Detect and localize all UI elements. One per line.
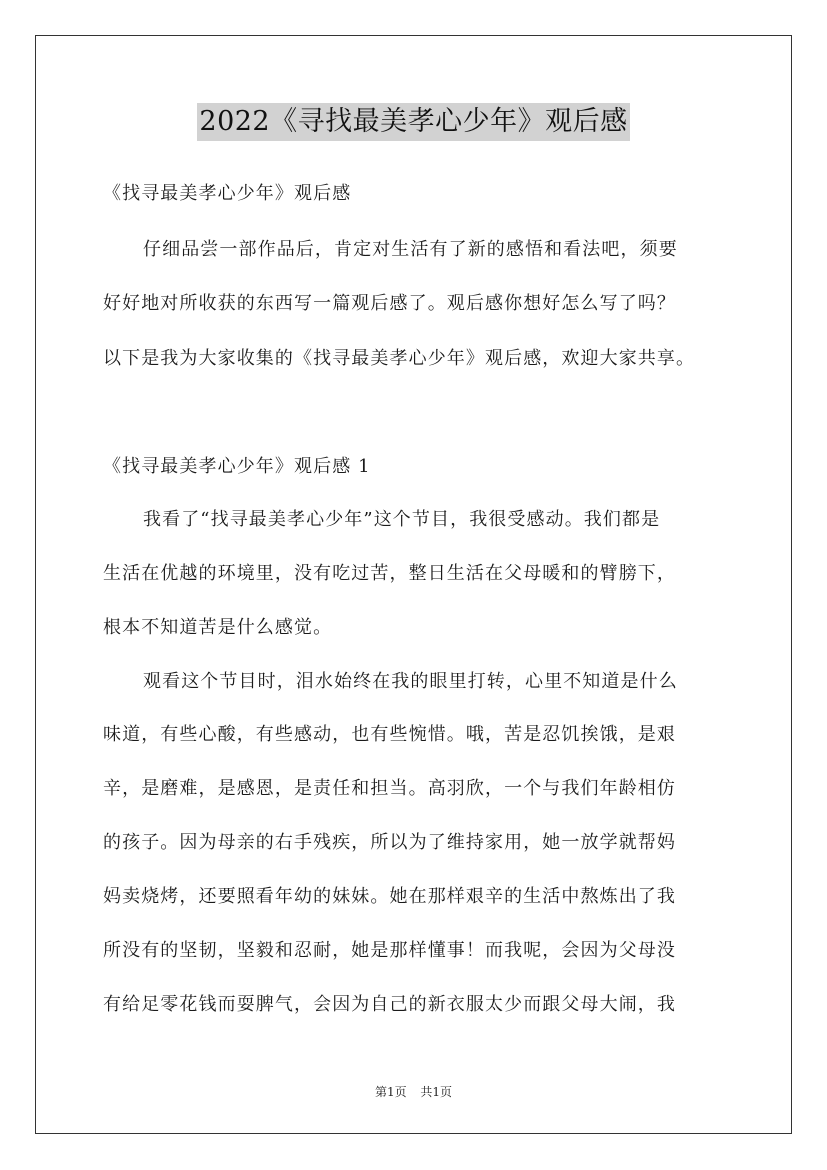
section-heading: 《找寻最美孝心少年》观后感 1 bbox=[103, 456, 371, 477]
document-subtitle: 《找寻最美孝心少年》观后感 bbox=[103, 183, 352, 204]
paragraph2-line-3: 辛，是磨难，是感恩，是责任和担当。高羽欣，一个与我们年龄相仿 bbox=[103, 778, 676, 799]
page-footer bbox=[0, 1084, 827, 1100]
paragraph1-line-3: 根本不知道苦是什么感觉。 bbox=[103, 617, 333, 638]
intro-line-2: 好好地对所收获的东西写一篇观后感了。观后感你想好怎么写了吗？ bbox=[103, 293, 676, 314]
paragraph2-line-2: 味道，有些心酸，有些感动，也有些惋惜。哦，苦是忍饥挨饿，是艰 bbox=[103, 724, 676, 745]
page-number: 第1页 bbox=[374, 1085, 407, 1099]
title-container bbox=[0, 103, 827, 141]
page-total: 共1页 bbox=[420, 1085, 453, 1099]
intro-line-3: 以下是我为大家收集的《找寻最美孝心少年》观后感，欢迎大家共享。 bbox=[103, 348, 696, 369]
paragraph1-line-1: 我看了“找寻最美孝心少年”这个节目，我很受感动。我们都是 bbox=[143, 509, 661, 530]
paragraph2-line-5: 妈卖烧烤，还要照看年幼的妹妹。她在那样艰辛的生活中熬炼出了我 bbox=[103, 886, 676, 907]
paragraph1-line-2: 生活在优越的环境里，没有吃过苦，整日生活在父母暖和的臂膀下， bbox=[103, 563, 676, 584]
document-title: 2022《寻找最美孝心少年》观后感 bbox=[197, 103, 629, 141]
paragraph2-line-7: 有给足零花钱而耍脾气，会因为自己的新衣服太少而跟父母大闹，我 bbox=[103, 994, 676, 1015]
paragraph2-line-1: 观看这个节目时，泪水始终在我的眼里打转，心里不知道是什么 bbox=[143, 671, 678, 692]
paragraph2-line-4: 的孩子。因为母亲的右手残疾，所以为了维持家用，她一放学就帮妈 bbox=[103, 832, 676, 853]
paragraph2-line-6: 所没有的坚韧，坚毅和忍耐，她是那样懂事！而我呢，会因为父母没 bbox=[103, 940, 676, 961]
intro-line-1: 仔细品尝一部作品后，肯定对生活有了新的感悟和看法吧，须要 bbox=[143, 239, 678, 260]
